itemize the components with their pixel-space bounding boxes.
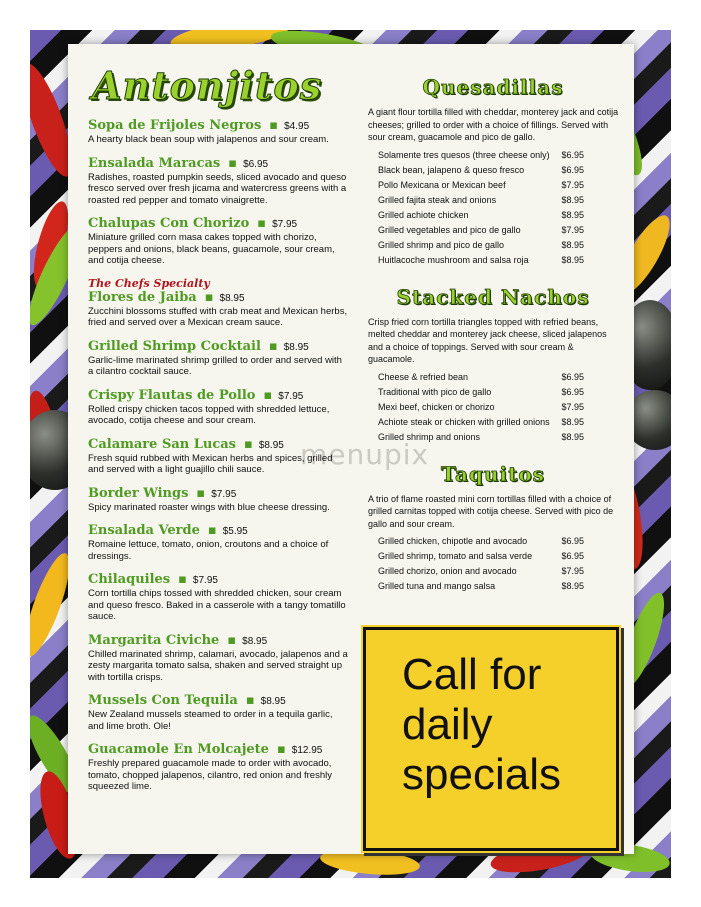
item-price: $8.95: [260, 696, 286, 707]
menu-item: [88, 693, 348, 732]
quesadillas-title: Quesadillas: [422, 75, 564, 99]
row-label: Grilled shrimp and pico de gallo: [378, 239, 505, 250]
taquitos-list: [378, 534, 620, 594]
list-item: [378, 148, 584, 163]
item-price: $8.95: [283, 341, 309, 353]
bullet: ▪: [244, 436, 253, 452]
item-price: $7.95: [272, 219, 298, 230]
list-item: [378, 534, 584, 549]
bullet: ▪: [268, 338, 278, 354]
item-name: Margarita Civiche: [88, 632, 220, 648]
item-description: Romaine lettuce, tomato, onion, croutons and a choice of dressings.: [88, 539, 329, 562]
item-description: Radishes, roasted pumpkin seeds, sliced avocado and queso fresco served over fresh jicama and watercress greens with a roasted red pepper and tomato vinaigrette.: [88, 171, 347, 206]
callout-text: [402, 650, 561, 800]
menu-item: [88, 277, 348, 329]
row-label: Black bean, jalapeno & queso fresco: [378, 164, 525, 175]
menu-item: [88, 486, 348, 514]
row-price: $8.95: [561, 416, 584, 427]
item-description: A hearty black bean soup with jalapenos and sour cream.: [88, 134, 329, 145]
row-label: Pollo Mexicana or Mexican beef: [378, 179, 506, 190]
row-price: $8.95: [561, 239, 584, 250]
menu-item: [88, 118, 348, 146]
list-item: [378, 253, 584, 268]
list-item: [378, 223, 584, 238]
row-label: Grilled shrimp and onions: [378, 431, 481, 442]
daily-specials-callout: [363, 627, 619, 851]
bullet: ▪: [269, 118, 279, 133]
row-price: $8.95: [561, 581, 584, 591]
row-label: Mexi beef, chicken or chorizo: [378, 401, 495, 412]
item-name: Chalupas Con Chorizo: [88, 216, 250, 231]
item-price: $7.95: [211, 488, 237, 500]
item-name: Calamare San Lucas: [88, 436, 236, 452]
item-description: New Zealand mussels steamed to order in a tequila garlic, and lime broth. Ole!: [88, 709, 333, 732]
row-price: $7.95: [561, 401, 584, 412]
item-name: Flores de Jaiba: [88, 289, 197, 305]
antojitos-title: Antonjitos: [92, 63, 323, 108]
menu-item: [88, 437, 348, 476]
row-price: $7.95: [561, 179, 584, 190]
row-price: $8.95: [561, 254, 584, 265]
menu-item: [88, 216, 348, 267]
row-label: Traditional with pico de gallo: [378, 386, 492, 397]
bullet: ▪: [228, 155, 238, 171]
item-price: $4.95: [284, 121, 310, 132]
bullet: ▪: [178, 572, 187, 587]
item-description: Freshly prepared guacamole made to order with avocado, tomato, chopped jalapenos, cilantro, red onion and freshly squeezed lime.: [88, 758, 332, 792]
item-name: Mussels Con Tequila: [88, 693, 238, 708]
item-price: $12.95: [291, 745, 323, 756]
row-price: $7.95: [561, 224, 584, 235]
item-description: Corn tortilla chips tossed with shredded chicken, sour cream and queso fresco. Baked in a casserole with a tangy tomatillo sauce.: [88, 588, 346, 622]
item-price: $8.95: [258, 439, 284, 451]
list-item: [378, 400, 584, 415]
taquitos-description: A trio of flame roasted mini corn tortillas filled with a choice of grilled carnitas topped with cotija cheese. Served with pico de gallo and sour cream.: [368, 493, 614, 529]
item-price: $7.95: [278, 390, 304, 402]
bullet: ▪: [263, 387, 273, 403]
menu-item: [88, 523, 348, 562]
nachos-description: Crisp fried corn tortilla triangles topped with refried beans, melted cheddar and monterey jack cheese, sliced jalapenos and a choice of toppings. Served with sour cream & guacamole.: [368, 316, 607, 364]
antojitos-column: [88, 64, 348, 803]
item-price: $5.95: [222, 526, 248, 537]
row-label: Solamente tres quesos (three cheese only): [378, 149, 550, 160]
bullet: ▪: [227, 632, 237, 648]
item-description: Spicy marinated roaster wings with blue cheese dressing.: [88, 501, 330, 513]
item-name: Sopa de Frijoles Negros: [88, 118, 262, 133]
row-label: Grilled vegetables and pico de gallo: [378, 224, 521, 235]
row-price: $6.95: [561, 371, 584, 382]
item-description: Zucchini blossoms stuffed with crab meat and Mexican herbs, fried and served over a Mexican cream sauce.: [88, 305, 348, 328]
bullet: ▪: [245, 693, 255, 708]
row-label: Cheese & refried bean: [378, 371, 469, 382]
item-price: $8.95: [219, 292, 245, 304]
list-item: [378, 564, 584, 579]
item-description: Rolled crispy chicken tacos topped with shredded lettuce, avocado, cotija cheese and sour cream.: [88, 403, 330, 426]
row-price: $6.95: [561, 164, 584, 175]
item-price: $7.95: [192, 575, 218, 586]
menu-item: [88, 339, 348, 378]
item-description: Fresh squid rubbed with Mexican herbs and spices, grilled and served with a light guajillo chili sauce.: [88, 452, 333, 475]
item-name: Grilled Shrimp Cocktail: [88, 338, 261, 354]
nachos-title: Stacked Nachos: [396, 284, 590, 309]
list-item: [378, 549, 584, 564]
row-label: Grilled chorizo, onion and avocado: [378, 566, 517, 576]
list-item: [378, 579, 584, 594]
row-label: Achiote steak or chicken with grilled onions: [378, 416, 550, 427]
quesadillas-description: A giant flour tortilla filled with cheddar, monterey jack and cotija cheeses; grilled to order with a choice of fillings. Served with sour cream, guacamole and pico de gallo.: [368, 107, 619, 142]
item-description: Garlic-lime marinated shrimp grilled to order and served with a cilantro cocktail sauce.: [88, 354, 342, 377]
row-price: $7.95: [561, 566, 584, 576]
row-price: $8.95: [561, 209, 584, 220]
menu-item: [88, 388, 348, 427]
list-item: [378, 163, 584, 178]
row-price: $8.95: [561, 194, 584, 205]
row-label: Grilled chicken, chipotle and avocado: [378, 536, 528, 546]
item-name: Ensalada Maracas: [88, 155, 221, 171]
row-label: Huitlacoche mushroom and salsa roja: [378, 254, 529, 265]
item-name: Ensalada Verde: [88, 523, 200, 538]
row-price: $6.95: [561, 386, 584, 397]
list-item: [378, 178, 584, 193]
specialty-tag: The Chefs Specialty: [88, 276, 210, 290]
menu-item: [88, 572, 348, 623]
nachos-list: [378, 370, 620, 445]
callout-line: daily: [402, 700, 493, 749]
item-description: Chilled marinated shrimp, calamari, avocado, jalapenos and a zesty margarita tomato salsa, shaken and served straight up with tortilla crisps.: [88, 648, 348, 683]
callout-line: Call for: [402, 650, 542, 699]
list-item: [378, 430, 584, 445]
list-item: [378, 415, 584, 430]
bullet: ▪: [207, 523, 217, 538]
item-name: Chilaquiles: [88, 572, 171, 587]
watermark: menupix: [300, 438, 430, 471]
item-name: Crispy Flautas de Pollo: [88, 387, 256, 403]
right-column: [366, 74, 620, 594]
row-label: Grilled fajita steak and onions: [378, 194, 497, 205]
quesadillas-list: [378, 148, 620, 268]
row-label: Grilled shrimp, tomato and salsa verde: [378, 551, 533, 561]
list-item: [378, 370, 584, 385]
list-item: [378, 385, 584, 400]
bullet: ▪: [196, 485, 206, 501]
row-label: Grilled tuna and mango salsa: [378, 581, 496, 591]
item-price: $6.95: [243, 158, 269, 170]
bullet: ▪: [204, 289, 214, 305]
menu-item: [88, 742, 348, 793]
item-name: Guacamole En Molcajete: [88, 742, 269, 757]
menu-item: [88, 156, 348, 207]
bullet: ▪: [257, 216, 267, 231]
list-item: [378, 193, 584, 208]
list-item: [378, 238, 584, 253]
list-item: [378, 208, 584, 223]
row-price: $6.95: [561, 149, 584, 160]
row-price: $6.95: [561, 551, 584, 561]
item-name: Border Wings: [88, 485, 189, 501]
row-price: $8.95: [561, 431, 584, 442]
menu-item: [88, 633, 348, 684]
callout-line: specials: [402, 750, 561, 799]
taquitos-title: Taquitos: [441, 461, 545, 486]
row-label: Grilled achiote chicken: [378, 209, 469, 220]
bullet: ▪: [276, 742, 286, 757]
item-description: Miniature grilled corn masa cakes topped with chorizo, peppers and onions, black beans, guacamole, sour cream, and cotija cheese.: [88, 232, 335, 266]
item-price: $8.95: [242, 635, 268, 647]
row-price: $6.95: [561, 536, 584, 546]
